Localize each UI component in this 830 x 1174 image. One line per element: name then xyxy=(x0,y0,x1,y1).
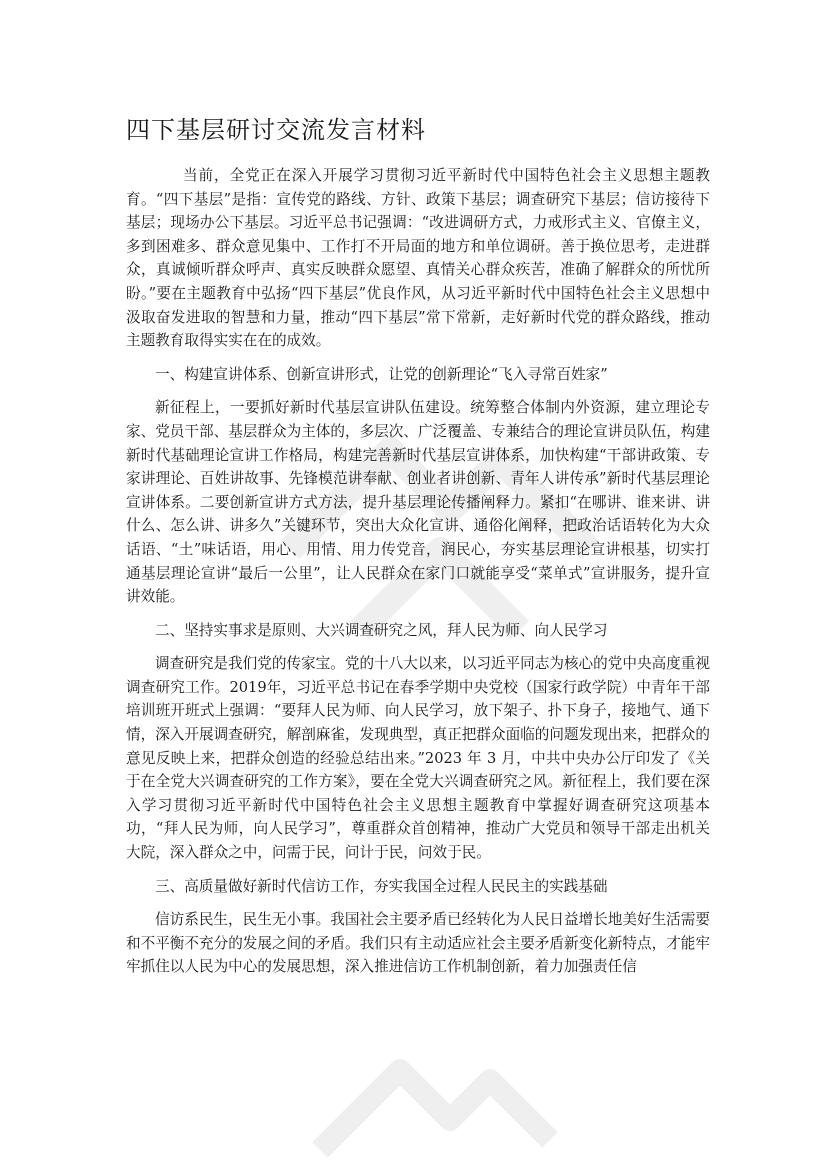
section-body-3: 信访系民生，民生无小事。我国社会主要矛盾已经转化为人民日益增长地美好生活需要和不平衡不充分的发展之间的矛盾。我们只有主动适应社会主要矛盾新变化新特点，才能牢牢抓住以人民为中心的发展思想，深入推进信访工作机制创新，着力加强责任信 xyxy=(126,911,710,976)
watermark-logo-icon xyxy=(300,1010,560,1170)
section-body-2: 调查研究是我们党的传家宝。党的十八大以来，以习近平同志为核心的党中央高度重视调查研究工作。2019年，习近平总书记在春季学期中央党校（国家行政学院）中青年干部培训班开班式上强调：“要拜人民为师、向人民学习，放下架子、扑下身子，接地气、通下情，深入开展调查研究，解剖麻雀，发现典型，真正把群众面临的问题发现出来，把群众的意见反映上来，把群众创造的经验总结出来。”2023 年 3 月，中共中央办公厅印发了《关于在全党大兴调查研究的工作方案》，要在全党大兴调查研究之风。新征程上，我们要在深入学习贯彻习近平新时代中国特色社会主义思想主题教育中掌握好调查研究这项基本功，“拜人民为师，向人民学习”，尊重群众首创精神，推动广大党员和领导干部走出机关大院，深入群众之中，问需于民，问计于民，问效于民。 xyxy=(126,655,710,862)
section-heading-3: 三、高质量做好新时代信访工作，夯实我国全过程人民民主的实践基础 xyxy=(155,877,608,895)
section-heading-1: 一、构建宣讲体系、创新宣讲形式，让党的创新理论“飞入寻常百姓家” xyxy=(155,365,608,383)
intro-paragraph: 当前，全党正在深入开展学习贯彻习近平新时代中国特色社会主义思想主题教育。“四下基层”是指：宣传党的路线、方针、政策下基层；调查研究下基层；信访接待下基层；现场办公下基层。习近平总书记强调：“改进调研方式，力戒形式主义、官僚主义，多到困难多、群众意见集中、工作打不开局面的地方和单位调研。善于换位思考，走进群众，真诚倾听群众呼声、真实反映群众愿望、真情关心群众疾苦，准确了解群众的所忧所盼。”要在主题教育中弘扬“四下基层”优良作风，从习近平新时代中国特色社会主义思想中汲取奋发进取的智慧和力量，推动“四下基层”常下常新，走好新时代党的群众路线，推动主题教育取得实实在在的成效。 xyxy=(126,167,710,350)
document-content xyxy=(126,110,710,979)
section-heading-2: 二、坚持实事求是原则、大兴调查研究之风，拜人民为师、向人民学习 xyxy=(155,621,608,639)
document-title: 四下基层研讨交流发言材料 xyxy=(126,116,426,144)
section-body-1: 新征程上，一要抓好新时代基层宣讲队伍建设。统筹整合体制内外资源，建立理论专家、党员干部、基层群众为主体的，多层次、广泛覆盖、专兼结合的理论宣讲员队伍，构建新时代基础理论宣讲工作格局，构建完善新时代基层宣讲体系，加快构建“干部讲政策、专家讲理论、百姓讲故事、先锋模范讲奉献、创业者讲创新、青年人讲传承”新时代基层理论宣讲体系。二要创新宣讲方式方法，提升基层理论传播阐释力。紧扣“在哪讲、谁来讲、讲什么、怎么讲、讲多久”关键环节，突出大众化宣讲、通俗化阐释，把政治话语转化为大众话语、“土”味话语，用心、用情、用力传党音，润民心，夯实基层理论宣讲根基，切实打通基层理论宣讲“最后一公里”，让人民群众在家门口就能享受“菜单式”宣讲服务，提升宣讲效能。 xyxy=(126,399,710,606)
